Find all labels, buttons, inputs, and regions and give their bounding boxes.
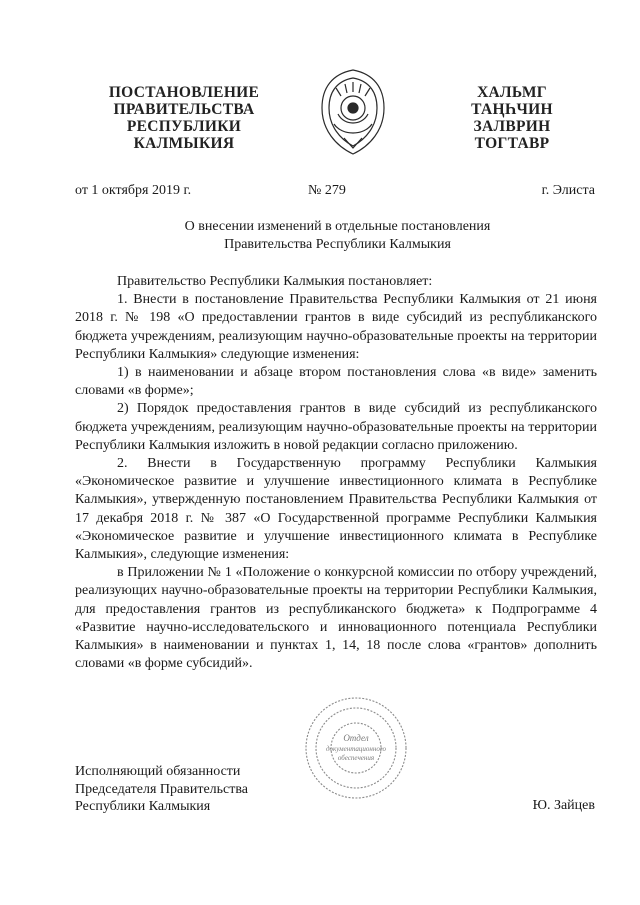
stamp-line: документационного	[325, 745, 387, 753]
document-date: от 1 октября 2019 г.	[75, 183, 192, 198]
signature-position-line: Исполняющий обязанности	[75, 764, 241, 779]
body-paragraph: 1. Внести в постановление Правительства Республики Калмыкия от 21 июня 2018 г. № 198 «О предоставлении грантов в виде субсидий из республиканского бюджета учреждениям, реализующим научно-образовательные проекты на территории Республики Калмыкия» следующие изменения:	[75, 292, 597, 362]
document-city: г. Элиста	[541, 183, 595, 198]
document-title	[60, 218, 615, 254]
header-left-line: КАЛМЫКИЯ	[133, 135, 235, 152]
signature-position-line: Председателя Правительства	[75, 781, 249, 797]
document-number: № 279	[308, 183, 346, 198]
document-body	[75, 273, 597, 673]
stamp-line: Отдел	[343, 733, 369, 743]
header-right-line: ТОГТАВР	[474, 135, 550, 152]
body-paragraph: 2. Внести в Государственную программу Республики Калмыкия «Экономическое развитие и улучшение инвестиционного климата в Республике Калмыкия», утвержденную постановлением Правительства Республики Калмыкия от 17 декабря 2018 г. № 387 «О Государственной программе Республики Калмыкия «Экономическое развитие и улучшение инвестиционного климата в Республике Калмыкия», следующие изменения:	[75, 456, 597, 563]
body-paragraph: Правительство Республики Калмыкия постановляет:	[117, 274, 433, 289]
header-left-russian	[100, 84, 268, 152]
header-right-line: ХАЛЬМГ	[477, 84, 547, 101]
body-paragraph: 1) в наименовании и абзаце втором постановления слова «в виде» заменить словами «в форме»;	[75, 365, 597, 399]
signature-position-line: Республики Калмыкия	[75, 799, 211, 814]
signer-name: Ю. Зайцев	[532, 798, 595, 813]
coat-of-arms-emblem	[316, 66, 390, 158]
header-left-line: ПРАВИТЕЛЬСТВА	[113, 101, 255, 118]
title-line: О внесении изменений в отдельные постановления	[184, 219, 491, 234]
header-right-kalmyk	[462, 84, 562, 152]
header-left-line: РЕСПУБЛИКИ	[126, 118, 242, 135]
header-right-line: ЗАЛВРИН	[473, 118, 551, 135]
header-right-line: ТАҢҺЧИН	[471, 101, 553, 118]
title-line: Правительства Республики Калмыкия	[224, 237, 451, 252]
header-left-line: ПОСТАНОВЛЕНИЕ	[108, 84, 260, 101]
body-paragraph: 2) Порядок предоставления грантов в виде субсидий из республиканского бюджета учреждениям, реализующим научно-образовательные проекты на территории Республики Калмыкия изложить в новой редакции согласно приложению.	[75, 401, 597, 453]
stamp-line: обеспечения	[337, 754, 375, 762]
official-stamp	[300, 695, 412, 801]
signature-position	[75, 763, 248, 816]
body-paragraph: в Приложении № 1 «Положение о конкурсной комиссии по отбору учреждений, реализующих научно-образовательные проекты на территории Республики Калмыкия, для предоставления грантов из республиканского бюджета» к Подпрограмме 4 «Развитие научно-исследовательского и инновационного потенциала Республики Калмыкия» в наименовании и пунктах 1, 14, 18 после слова «грантов» дополнить словами «в форме субсидий».	[75, 565, 597, 672]
